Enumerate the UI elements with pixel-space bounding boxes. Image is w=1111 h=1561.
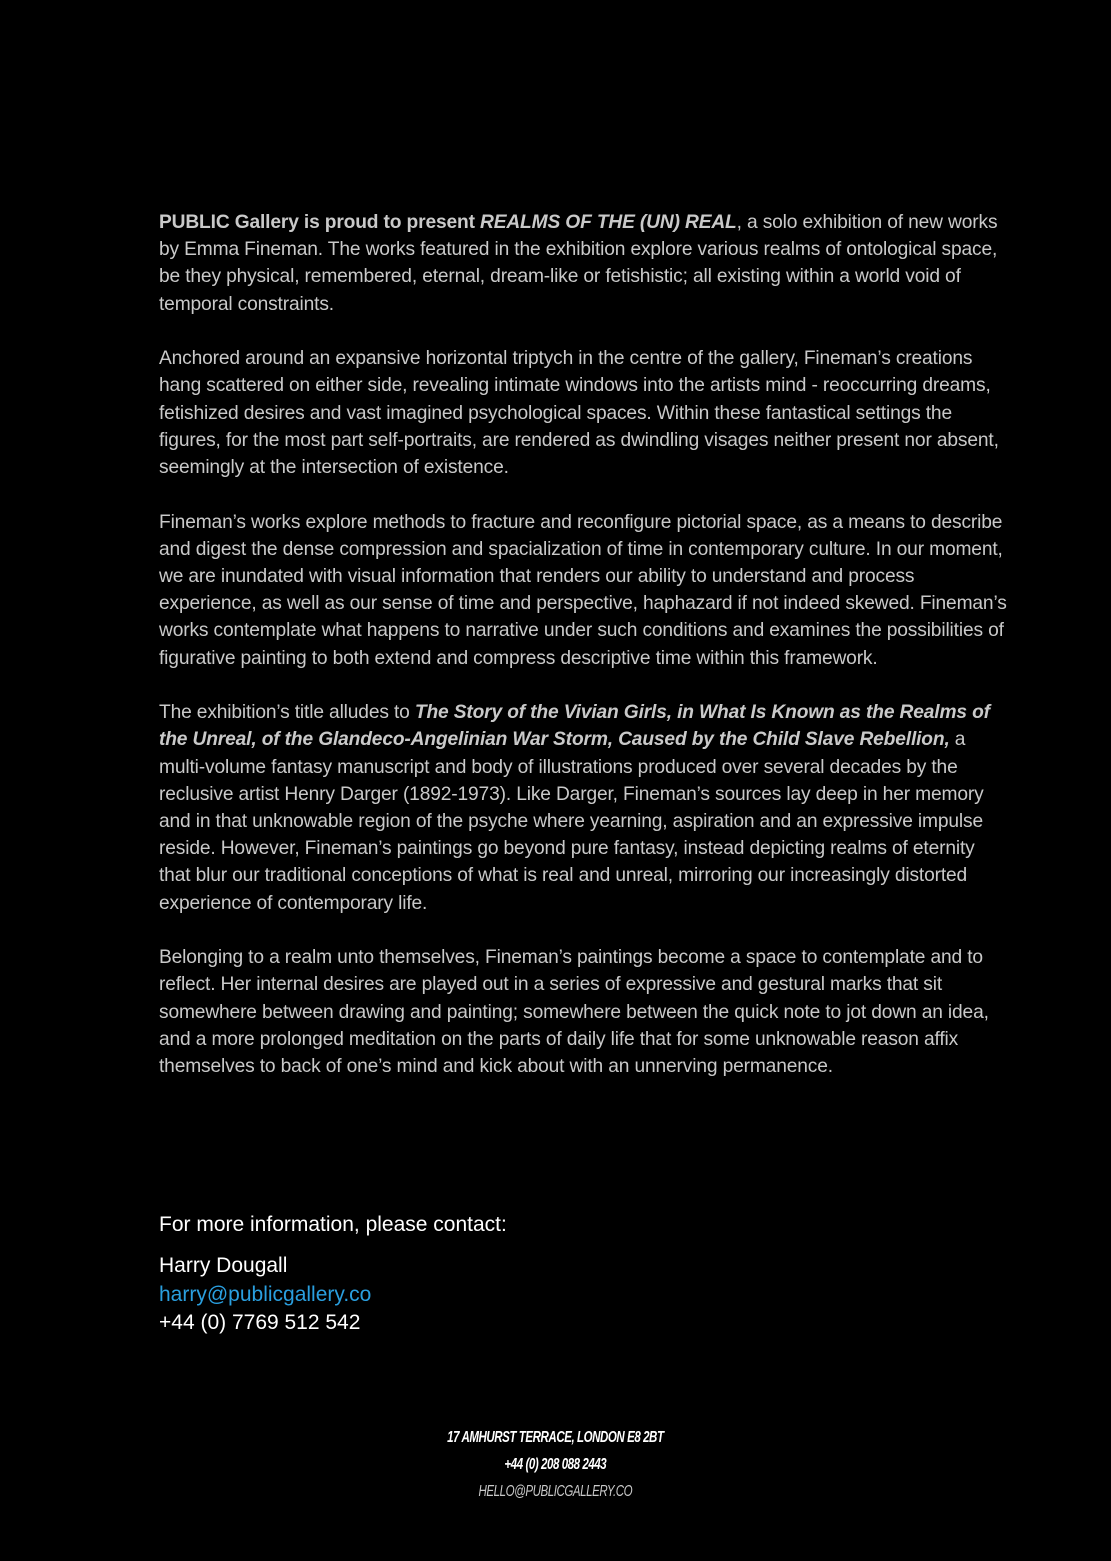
intro-rest: , a solo exhibition of new works by Emma Fineman. The works featured in the exhibition explore various realms of ontological space, be they physical, remembered, eternal, dream-like or fetishistic; all existing within a world void of temporal constraints. (159, 212, 998, 315)
exhibition-title: REALMS OF THE (UN) REAL (480, 212, 737, 233)
footer-email[interactable]: HELLO@PUBLICGALLERY.CO (478, 1483, 633, 1500)
paragraph-4-rest: a multi-volume fantasy manuscript and body of illustrations produced over several decades by the reclusive artist Henry Darger (1892-1973). Like Darger, Fineman’s sources lay deep in her memory and in that unknowable region of the psyche where yearning, aspiration and an expressive impulse reside. However, Fineman’s paintings go beyond pure fantasy, instead depicting realms of eternity that blur our traditional conceptions of what is real and unreal, mirroring our increasingly distorted experience of contemporary life. (159, 729, 984, 914)
paragraph-3: Fineman’s works explore methods to fracture and reconfigure pictorial space, as a means to describe and digest the dense compression and spacialization of time in contemporary culture. In our moment, we are inundated with visual information that renders our ability to understand and process experience, as well as our sense of time and perspective, haphazard if not indeed skewed. Fineman’s works contemplate what happens to narrative under such conditions and examines the possibilities of figurative painting to both extend and compress descriptive time within this framework. (159, 511, 1007, 669)
paragraph-4 (159, 699, 1011, 917)
footer-phone: +44 (0) 208 088 2443 (504, 1456, 607, 1473)
footer-address: 17 AMHURST TERRACE, LONDON E8 2BT (447, 1429, 664, 1446)
contact-name: Harry Dougall (159, 1254, 288, 1277)
contact-email-link[interactable]: harry@publicgallery.co (159, 1282, 372, 1306)
paragraph-2: Anchored around an expansive horizontal triptych in the centre of the gallery, Fineman’s creations hang scattered on either side, revealing intimate windows into the artists mind - reoccurring dreams, fetishized desires and vast imagined psychological spaces. Within these fantastical settings the figures, for the most part self-portraits, are rendered as dwindling visages neither present nor absent, seemingly at the intersection of existence. (159, 348, 999, 479)
gallery-footer (155, 1424, 955, 1505)
contact-block (159, 1210, 759, 1338)
paragraph-5: Belonging to a realm unto themselves, Fineman’s paintings become a space to contemplate and to reflect. Her internal desires are played out in a series of expressive and gestural marks that sit somewhere between drawing and painting; somewhere between the quick note to jot down an idea, and a more prolonged meditation on the parts of daily life that for some unknowable reason affix themselves to back of one’s mind and kick about with an unnerving permanence. (159, 947, 989, 1078)
darger-work-title: The Story of the Vivian Girls, in What Is Known as the Realms of the Unreal, of the Glandeco-Angelinian War Storm, Caused by the Child Slave Rebellion, (159, 702, 990, 751)
intro-lead: PUBLIC Gallery is proud to present (159, 212, 480, 233)
contact-phone: +44 (0) 7769 512 542 (159, 1311, 361, 1334)
contact-heading: For more information, please contact: (159, 1213, 507, 1236)
intro-paragraph (159, 209, 1011, 318)
paragraph-4-lead: The exhibition’s title alludes to (159, 702, 415, 724)
press-release-body (159, 209, 1011, 1108)
